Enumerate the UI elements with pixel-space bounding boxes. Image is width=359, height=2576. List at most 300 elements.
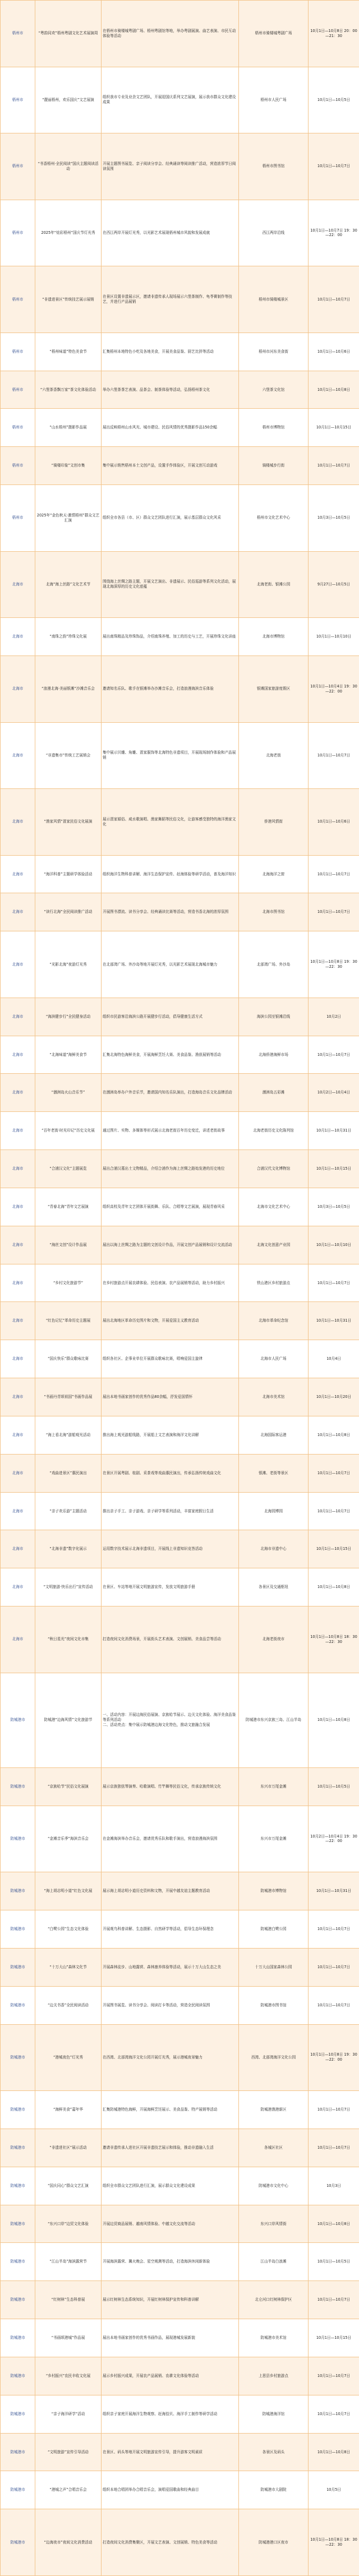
event-time-cell: 10月1日—10月10日 — [309, 1226, 359, 1264]
table-row — [1, 2205, 359, 2243]
event-name-cell: “粤韵同欢”梧州粤剧文化艺术展演周 — [35, 1, 102, 67]
table-row — [1, 1226, 359, 1264]
event-desc-cell: 在西湾、北部湾海洋文化公园开展灯光秀，展示港城夜景魅力 — [102, 2024, 239, 2091]
event-name-cell: “海丝文创”设计作品展 — [35, 1226, 102, 1264]
city-cell: 防城港市 — [1, 2091, 35, 2129]
event-desc-cell: 展示海上胡志明小道历史资料和文物，开展中越友谊主题教育活动 — [102, 1872, 239, 1910]
event-desc-cell: 展出北海地区革命历史图片和文物，开展爱国主义教育活动 — [102, 1302, 239, 1340]
event-place-cell: 骑楼城步行街 — [239, 447, 309, 485]
event-desc-cell: 在北部湾广场、外沙岛等地开展灯光秀，以光影艺术展现北海城市魅力 — [102, 931, 239, 998]
table-row — [1, 722, 359, 789]
event-time-cell: 10月1日—10月8日 — [309, 2433, 359, 2471]
event-place-cell: 防城港市美术馆 — [239, 2319, 309, 2357]
event-name-cell: “光影北海”夜游灯光秀 — [35, 931, 102, 998]
event-desc-cell: 开展图书展览、读书分享会、阅读打卡等活动，营造全民阅读氛围 — [102, 1986, 239, 2024]
table-row — [1, 266, 359, 333]
event-time-cell: 10月1日—10月6日 — [309, 789, 359, 856]
event-time-cell: 10月1日—10月6日 — [309, 333, 359, 371]
city-cell: 北海市 — [1, 1530, 35, 1568]
event-name-cell: “山水梧州”摄影作品展 — [35, 409, 102, 447]
city-cell: 防城港市 — [1, 2129, 35, 2167]
event-name-cell: 2025年“炫彩梧州”国庆节灯光秀 — [35, 200, 102, 266]
city-cell: 北海市 — [1, 1302, 35, 1340]
event-name-cell: “北海味道”海鲜美食节 — [35, 1036, 102, 1074]
event-place-cell: 梧州市骑楼城粤剧广场 — [239, 1, 309, 67]
event-time-cell: 10月1日—10月7日 — [309, 722, 359, 789]
table-row — [1, 2024, 359, 2091]
event-place-cell: 各城区社区 — [239, 2129, 309, 2167]
table-row — [1, 2243, 359, 2281]
city-cell: 防城港市 — [1, 2243, 35, 2281]
event-time-cell: 10月1日—10月8日 — [309, 1568, 359, 1606]
event-desc-cell: 展出合浦汉墓出土文物精品，介绍合浦作为海上丝绸之路始发港的历史地位 — [102, 1150, 239, 1188]
event-time-cell: 10月3日—10月5日 — [309, 1188, 359, 1226]
event-name-cell: “非遗集市”传统工艺展销会 — [35, 722, 102, 789]
table-row — [1, 333, 359, 371]
city-cell: 北海市 — [1, 618, 35, 656]
event-desc-cell: 组织海洋生物科普讲解、海洋生态保护宣传、赶海体验等研学活动，普及海洋知识 — [102, 855, 239, 893]
event-time-cell: 10月1日—10月7日 — [309, 1910, 359, 1949]
event-place-cell: 北海市美术馆 — [239, 1378, 309, 1416]
city-cell: 北海市 — [1, 789, 35, 856]
city-cell: 北海市 — [1, 722, 35, 789]
event-name-cell: “合浦汉文化”主题展览 — [35, 1150, 102, 1188]
table-row — [1, 1986, 359, 2024]
table-row — [1, 2129, 359, 2167]
city-cell: 北海市 — [1, 1264, 35, 1302]
event-time-cell: 10月1日—10月7日 — [309, 855, 359, 893]
city-cell: 防城港市 — [1, 2357, 35, 2395]
event-name-cell: “乡村文化旅游节” — [35, 1264, 102, 1302]
event-place-cell: 海滨公园至银滩沿线 — [239, 998, 309, 1036]
event-desc-cell: 展出反映梧州山水风光、城市建设、民俗风情的优秀摄影作品150余幅 — [102, 409, 239, 447]
event-time-cell: 10月1日—10月7日 — [309, 1454, 359, 1492]
event-time-cell: 10月1日—10月7日 — [309, 1492, 359, 1530]
event-name-cell: “书香梧州·全民阅读”国庆主题阅读活动 — [35, 133, 102, 200]
event-desc-cell: 开展森林徒步、山地露营、森林康养体验等活动，展示十万大山生态之美 — [102, 1948, 239, 1986]
event-time-cell: 10月1日—10月31日 — [309, 1872, 359, 1910]
city-cell: 防城港市 — [1, 2167, 35, 2205]
city-cell: 北海市 — [1, 1606, 35, 1673]
event-place-cell: 东兴口岸风情街 — [239, 2205, 309, 2243]
table-row — [1, 409, 359, 447]
event-name-cell: “六堡茶香飘万家”茶文化体验活动 — [35, 371, 102, 409]
event-place-cell: 十万大山国家森林公园 — [239, 1948, 309, 1986]
event-time-cell: 10月1日—10月15日 — [309, 1150, 359, 1188]
event-name-cell: “非遗进景区”传统技艺展示展销 — [35, 266, 102, 333]
table-row — [1, 2357, 359, 2395]
event-place-cell: 梧州市博物馆 — [239, 409, 309, 447]
event-time-cell: 10月1日—10月7日 19：30—22：00 — [309, 200, 359, 266]
event-place-cell: 北部湾广场、外沙岛 — [239, 931, 309, 998]
event-name-cell: “港城夜色”灯光秀 — [35, 2024, 102, 2091]
event-desc-cell: 汇集防城港特色海鲜，开展海鲜烹饪展示、美食品鉴、特产展销等活动 — [102, 2091, 239, 2129]
table-row — [1, 2167, 359, 2205]
event-time-cell: 10月1日—10月7日 — [309, 1264, 359, 1302]
event-place-cell: 防城港市东兴京族三岛、江山半岛 — [239, 1673, 309, 1767]
table-row — [1, 1302, 359, 1340]
event-time-cell: 10月3日 — [309, 2167, 359, 2205]
table-row — [1, 1264, 359, 1302]
event-name-cell: “海鲜美食”嘉年华 — [35, 2091, 102, 2129]
event-place-cell: 北海市博物馆 — [239, 618, 309, 656]
event-desc-cell: 打造夜间文化消费场景，开展街头艺术表演、文创展销、美食品尝等活动 — [102, 1606, 239, 1673]
event-desc-cell: 展示红树林生态系统知识，开展红树林保护宣传和科普讲解 — [102, 2281, 239, 2319]
event-name-cell: “国庆快乐”群众歌咏比赛 — [35, 1340, 102, 1378]
event-place-cell: 合浦汉代文化博物馆 — [239, 1150, 309, 1188]
event-name-cell: 2025年“金色秋天·激情梧州”群众文艺汇演 — [35, 485, 102, 552]
table-row — [1, 1872, 359, 1910]
event-place-cell: 涠洲岛五彩滩 — [239, 1074, 309, 1112]
event-place-cell: 侨港风情街 — [239, 789, 309, 856]
city-cell: 梧州市 — [1, 409, 35, 447]
event-name-cell: “文明旅游”宣传引导活动 — [35, 2433, 102, 2471]
event-desc-cell: 展出本地书画家创作的优秀作品80余幅，抒发爱国情怀 — [102, 1378, 239, 1416]
table-row — [1, 2319, 359, 2357]
event-name-cell: “江山半岛”海滨露营节 — [35, 2243, 102, 2281]
event-desc-cell: 展示疍家婚俗、咸水歌演唱、渔家舞蹈等民俗文化，让游客感受独特的海洋渔家文化 — [102, 789, 239, 856]
table-row — [1, 855, 359, 893]
event-desc-cell: 组织全市群众文艺团队进行汇演，展示群众文化建设成果 — [102, 2167, 239, 2205]
event-name-cell: “边关书香”全民阅读活动 — [35, 1986, 102, 2024]
event-desc-cell: 运用数字技术展示北海非遗项目，开展线上非遗知识竞答活动 — [102, 1530, 239, 1568]
event-desc-cell: 在乡村旅游点开展农耕体验、民俗表演、农产品展销等活动，助力乡村振兴 — [102, 1264, 239, 1302]
event-desc-cell: 开展边贸商品展销、越南风情体验、中越文化交流等活动 — [102, 2205, 239, 2243]
table-row — [1, 1568, 359, 1606]
event-time-cell: 10月1日—10月7日 — [309, 2281, 359, 2319]
event-name-cell: “金滩音乐季”海滨音乐会 — [35, 1806, 102, 1872]
event-time-cell: 10月2日—10月4日 19：30—22：00 — [309, 1806, 359, 1872]
event-time-cell: 10月1日—10月7日 — [309, 2395, 359, 2433]
city-cell: 防城港市 — [1, 2471, 35, 2509]
event-desc-cell: 组织亲子家庭开展海洋生物观察、赶海拾贝、海洋手工制作等研学活动 — [102, 2395, 239, 2433]
city-cell: 梧州市 — [1, 447, 35, 485]
table-row — [1, 618, 359, 656]
event-time-cell: 10月1日—10月8日 — [309, 2205, 359, 2243]
event-time-cell: 10月1日—10月10日 — [309, 618, 359, 656]
event-name-cell: “书画丹青颂祖国”书画作品展 — [35, 1378, 102, 1416]
event-desc-cell: 在金滩海滨举办音乐会，邀请优秀乐队和歌手演出，营造浪漫海滨氛围 — [102, 1806, 239, 1872]
city-cell: 梧州市 — [1, 200, 35, 266]
event-name-cell: “港城之声”合唱音乐会 — [35, 2471, 102, 2509]
city-cell: 防城港市 — [1, 1673, 35, 1767]
event-place-cell: 西江两岸沿线 — [239, 200, 309, 266]
event-place-cell: 防城港市大剧院 — [239, 2471, 309, 2509]
event-desc-cell: 围绕海上丝绸之路主题，开展文艺演出、非遗展示、民俗巡游等系列文化活动，展现北海深厚的历史文化底蕴 — [102, 551, 239, 618]
event-time-cell: 10月1日—10月4日 19：30—22：00 — [309, 655, 359, 722]
event-place-cell: 铁山港区乡村旅游点 — [239, 1264, 309, 1302]
event-name-cell: “北海非遗”数字化展示 — [35, 1530, 102, 1568]
event-place-cell: 防城港港口区夜市 — [239, 2509, 309, 2576]
event-name-cell: “浪漫北海·美丽银滩”沙滩音乐会 — [35, 655, 102, 722]
event-name-cell: “国庆同心”群众文艺汇演 — [35, 2167, 102, 2205]
event-desc-cell: 在景区、车站等地开展文明旅游宣传，发放文明旅游手册 — [102, 1568, 239, 1606]
event-desc-cell: 组织本地合唱团举办合唱音乐会，演唱爱国歌曲和经典曲目 — [102, 2471, 239, 2509]
event-name-cell: “读行北海”全民阅读推广活动 — [35, 893, 102, 931]
event-place-cell: 西湾、北部湾海洋文化公园 — [239, 2024, 309, 2091]
event-place-cell: 梧州市骑楼城景区 — [239, 266, 309, 333]
table-row — [1, 1767, 359, 1806]
city-cell: 北海市 — [1, 855, 35, 893]
event-place-cell: 银滩国家旅游度假区 — [239, 655, 309, 722]
event-place-cell: 防城港海洋馆 — [239, 2395, 309, 2433]
event-place-cell: 北海市人民广场 — [239, 1340, 309, 1378]
table-row — [1, 1074, 359, 1112]
event-desc-cell: 在景区设置非遗展示区，邀请非遗传承人现场展示六堡茶制作、龟苓膏制作等技艺，并进行产品展销 — [102, 266, 239, 333]
table-row — [1, 1492, 359, 1530]
event-place-cell: 东兴市万尾金滩 — [239, 1806, 309, 1872]
event-place-cell: 防城港市图书馆 — [239, 1986, 309, 2024]
event-name-cell: “京族哈节”民俗文化展演 — [35, 1767, 102, 1806]
city-cell: 北海市 — [1, 1188, 35, 1226]
city-cell: 防城港市 — [1, 1872, 35, 1910]
event-desc-cell: 推出海上观光游船线路，开展船上文艺表演和海洋文化讲解 — [102, 1416, 239, 1454]
city-cell: 北海市 — [1, 1112, 35, 1150]
event-place-cell: 北海老街、银滩公园 — [239, 551, 309, 618]
event-desc-cell: 在西江两岸开展灯光秀，以光影艺术展现梧州城市风貌和发展成就 — [102, 200, 239, 266]
event-time-cell: 10月1日—10月8日 20：00—21：30 — [309, 1, 359, 67]
event-name-cell: “南珠之韵”珍珠文化展 — [35, 618, 102, 656]
event-time-cell: 10月1日—10月7日 — [309, 447, 359, 485]
event-desc-cell: 邀请知名乐队、歌手在银滩举办沙滩音乐会，打造浪漫海滨音乐体验 — [102, 655, 239, 722]
event-name-cell: “亲子欢乐游”主题活动 — [35, 1492, 102, 1530]
event-desc-cell: 集中展示销售梧州本土文创产品，设置手作体验区，开展文创互动游戏 — [102, 447, 239, 485]
table-row — [1, 1910, 359, 1949]
city-cell: 防城港市 — [1, 2024, 35, 2091]
event-desc-cell: 推出亲子手工、亲子游戏、亲子研学等系列活动，丰富家庭假日生活 — [102, 1492, 239, 1530]
event-place-cell: 北海市图书馆 — [239, 893, 309, 931]
table-row — [1, 1606, 359, 1673]
event-place-cell: 梧州市文化艺术中心 — [239, 485, 309, 552]
event-time-cell: 10月1日—10月31日 — [309, 1112, 359, 1150]
event-place-cell: 东兴市万尾金滩 — [239, 1767, 309, 1806]
table-row — [1, 485, 359, 552]
event-place-cell: 银滩、老街等景区 — [239, 1454, 309, 1492]
city-cell: 北海市 — [1, 1378, 35, 1416]
event-desc-cell: 举办六堡茶茶艺表演、品茶会、制茶体验等活动，弘扬梧州茶文化 — [102, 371, 239, 409]
event-name-cell: “百年老街·时光印记”历史文化展 — [35, 1112, 102, 1150]
event-time-cell: 10月1日—10月5日 — [309, 1767, 359, 1806]
event-desc-cell: 展示京族独弦琴演奏、哈歌演唱、竹竿舞等民俗文化，传承京族传统文化 — [102, 1767, 239, 1806]
event-name-cell: “边海夜市”夜间文化消费活动 — [35, 2509, 102, 2576]
event-time-cell: 10月1日—10月15日 — [309, 2319, 359, 2357]
event-time-cell: 10月3日—10月5日 — [309, 485, 359, 552]
event-name-cell: “文明旅游·快乐出行”宣传活动 — [35, 1568, 102, 1606]
event-desc-cell: 组织高校及青年文艺团体开展街舞、乐队、合唱等文艺展演，展现青春风采 — [102, 1188, 239, 1226]
event-name-cell: “涠洲岛火山音乐节” — [35, 1074, 102, 1112]
city-cell: 北海市 — [1, 998, 35, 1036]
event-desc-cell: 汇集梧州本地特色小吃及各地美食，开展美食品鉴、厨艺比拼等活动 — [102, 333, 239, 371]
event-name-cell: “海上胡志明小道”红色文化展 — [35, 1872, 102, 1910]
table-row — [1, 1188, 359, 1226]
event-desc-cell: 一、活动内容：开展边海民俗展演、京族哈节展示、边关文化体验、海洋美食品鉴等系列活动 二、活动亮点：集中展示防城港边海文化特色，推动文旅融合发展 — [102, 1673, 239, 1767]
table-row — [1, 447, 359, 485]
event-place-cell: 梧州市图书馆 — [239, 133, 309, 200]
event-time-cell: 10月1日—10月7日 — [309, 1036, 359, 1074]
event-place-cell: 各景区及交通枢纽 — [239, 1568, 309, 1606]
city-cell: 北海市 — [1, 893, 35, 931]
event-place-cell: 梧州市人民广场 — [239, 67, 309, 133]
event-name-cell: “红色记忆”革命历史主题展 — [35, 1302, 102, 1340]
event-place-cell: 北海老街 — [239, 722, 309, 789]
event-name-cell: “乡村振兴”农民丰收文化展 — [35, 2357, 102, 2395]
event-time-cell: 10月1日—10月8日 18：30—22：30 — [309, 1606, 359, 1673]
event-time-cell: 10月1日—10月7日 — [309, 133, 359, 200]
event-time-cell: 10月1日—10月7日 — [309, 2091, 359, 2129]
event-time-cell: 10月1日—10月7日 — [309, 2357, 359, 2395]
event-place-cell: 防城港市博物馆 — [239, 1872, 309, 1910]
event-name-cell: “戏曲进景区”惠民演出 — [35, 1454, 102, 1492]
city-cell: 梧州市 — [1, 485, 35, 552]
event-place-cell: 北海文化创意产业园 — [239, 1226, 309, 1264]
event-name-cell: “东兴口岸”边贸文化体验 — [35, 2205, 102, 2243]
city-cell: 北海市 — [1, 931, 35, 998]
event-desc-cell: 展出以海上丝绸之路为主题的文创设计作品，开展文创产品展销和设计交流活动 — [102, 1226, 239, 1264]
table-row — [1, 1948, 359, 1986]
city-cell: 北海市 — [1, 1340, 35, 1378]
city-cell: 北海市 — [1, 1568, 35, 1606]
event-name-cell: “梧州味道”特色美食节 — [35, 333, 102, 371]
table-row — [1, 1112, 359, 1150]
event-place-cell: 北海老街夜市 — [239, 1606, 309, 1673]
table-row — [1, 2509, 359, 2576]
event-time-cell: 10月5日 — [309, 2471, 359, 2509]
event-time-cell: 10月2日 — [309, 998, 359, 1036]
table-row — [1, 1150, 359, 1188]
event-place-cell: 北海老街历史文化陈列馆 — [239, 1112, 309, 1150]
event-place-cell: 北仑河口红树林保护区 — [239, 2281, 309, 2319]
event-name-cell: 北海“海上丝路”文化艺术节 — [35, 551, 102, 618]
table-row — [1, 2281, 359, 2319]
event-time-cell: 10月1日—10月8日 18：30—22：30 — [309, 2509, 359, 2576]
event-time-cell: 10月1日—10月8日 19：30—22：30 — [309, 931, 359, 998]
city-cell: 防城港市 — [1, 1910, 35, 1949]
city-cell: 梧州市 — [1, 1, 35, 67]
city-cell: 防城港市 — [1, 2319, 35, 2357]
event-desc-cell: 邀请非遗传承人进社区开展非遗技艺展示和体验，推动非遗融入生活 — [102, 2129, 239, 2167]
table-row — [1, 200, 359, 266]
event-name-cell: “亲子海洋研学”活动 — [35, 2395, 102, 2433]
event-place-cell: 北海侨港海鲜市场 — [239, 1036, 309, 1074]
event-name-cell: “红树林”生态科普展 — [35, 2281, 102, 2319]
event-name-cell: 防城港“边海风情”文化旅游节 — [35, 1673, 102, 1767]
table-row — [1, 67, 359, 133]
event-place-cell: 防城港白鹭公园 — [239, 1910, 309, 1949]
event-place-cell: 梧州市河东美食街 — [239, 333, 309, 371]
event-time-cell: 10月1日—10月7日 — [309, 893, 359, 931]
event-desc-cell: 组织我市专业及业余文艺团队，开展迎国庆系列文艺展演，展示我市群众文化建设成果 — [102, 67, 239, 133]
event-desc-cell: 组织市民游客沿海滨公路开展健步行活动，倡导健康生活方式 — [102, 998, 239, 1036]
event-desc-cell: 打造夜间文化消费集聚区，开展文艺表演、文创展销、特色美食等活动 — [102, 2509, 239, 2576]
event-time-cell: 10月1日—10月5日 — [309, 67, 359, 133]
event-desc-cell: 展示乡村振兴成果，开展农产品展销、农耕文化体验等活动 — [102, 2357, 239, 2395]
event-name-cell: “非遗进社区”展示活动 — [35, 2129, 102, 2167]
event-time-cell: 10月1日—10月8日 — [309, 1416, 359, 1454]
event-name-cell: “海洋科普”主题研学体验活动 — [35, 855, 102, 893]
event-time-cell: 10月1日—10月15日 — [309, 409, 359, 447]
city-cell: 防城港市 — [1, 1986, 35, 2024]
table-row — [1, 1454, 359, 1492]
event-desc-cell: 开展主题图书展览、亲子阅读分享会、经典诵读等阅读推广活动，营造浓厚节日阅读氛围 — [102, 133, 239, 200]
event-place-cell: 防城港渔港新区 — [239, 2091, 309, 2129]
event-time-cell: 10月1日—10月5日 — [309, 2243, 359, 2281]
table-row — [1, 1340, 359, 1378]
event-desc-cell: 开展图书漂流、读书分享会、经典诵读比赛等活动，营造书香北海的浓厚氛围 — [102, 893, 239, 931]
table-row — [1, 1, 359, 67]
event-place-cell: 江山半岛白浪滩 — [239, 2243, 309, 2281]
table-row — [1, 789, 359, 856]
table-row — [1, 2471, 359, 2509]
event-desc-cell: 在景区、码头等地开展文明旅游宣传引导，提升游客文明素质 — [102, 2433, 239, 2471]
event-place-cell: 防城港市文化中心 — [239, 2167, 309, 2205]
city-cell: 梧州市 — [1, 133, 35, 200]
event-time-cell: 10月1日—10月7日 — [309, 266, 359, 333]
event-place-cell: 各景区及码头 — [239, 2433, 309, 2471]
event-place-cell: 北海市非遗中心 — [239, 1530, 309, 1568]
city-cell: 北海市 — [1, 655, 35, 722]
event-desc-cell: 组织全市各县（市、区）群众文艺团队进行汇演，展示基层群众文化风采 — [102, 485, 239, 552]
table-row — [1, 133, 359, 200]
event-place-cell: 上思县乡村旅游点 — [239, 2357, 309, 2395]
event-desc-cell: 通过图片、实物、多媒体等形式展示北海老街百年历史变迁，讲述老街故事 — [102, 1112, 239, 1150]
city-cell: 北海市 — [1, 1492, 35, 1530]
event-time-cell: 10月1日—10月15日 — [309, 1530, 359, 1568]
table-row — [1, 551, 359, 618]
event-time-cell: 10月1日—10月7日 — [309, 2129, 359, 2167]
city-cell: 北海市 — [1, 1074, 35, 1112]
table-row — [1, 1806, 359, 1872]
event-time-cell: 10月1日—10月7日 — [309, 1948, 359, 1986]
event-place-cell: 北海市文化艺术中心 — [239, 1188, 309, 1226]
table-row — [1, 931, 359, 998]
table-row — [1, 2091, 359, 2129]
table-row — [1, 655, 359, 722]
event-name-cell: “海上看北海”游船观光活动 — [35, 1416, 102, 1454]
event-desc-cell: 集中展示贝雕、角雕、疍家服饰等北海特色非遗项目，开展现场制作体验和产品展销 — [102, 722, 239, 789]
city-cell: 梧州市 — [1, 371, 35, 409]
city-cell: 梧州市 — [1, 333, 35, 371]
event-place-cell: 北海国际客运港 — [239, 1416, 309, 1454]
city-cell: 防城港市 — [1, 1767, 35, 1806]
table-row — [1, 893, 359, 931]
event-time-cell: 10月2日—10月4日 — [309, 1074, 359, 1112]
event-name-cell: “海滨健步行”全民健身活动 — [35, 998, 102, 1036]
table-row — [1, 998, 359, 1036]
city-cell: 防城港市 — [1, 2395, 35, 2433]
event-name-cell: “书画颂港城”作品展 — [35, 2319, 102, 2357]
event-time-cell: 10月1日—10月7日 — [309, 1986, 359, 2024]
event-time-cell: 10月1日—10月20日 — [309, 1378, 359, 1416]
city-cell: 北海市 — [1, 551, 35, 618]
table-row — [1, 2433, 359, 2471]
table-row — [1, 1036, 359, 1074]
city-cell: 防城港市 — [1, 1806, 35, 1872]
event-name-cell: “渔家风情”疍家民俗文化展演 — [35, 789, 102, 856]
city-cell: 梧州市 — [1, 266, 35, 333]
event-desc-cell: 在涠洲岛举办户外音乐节，邀请国内知名乐队演出，打造海岛音乐文化品牌活动 — [102, 1074, 239, 1112]
city-cell: 防城港市 — [1, 2205, 35, 2243]
city-cell: 北海市 — [1, 1226, 35, 1264]
table-row — [1, 2395, 359, 2433]
city-cell: 梧州市 — [1, 67, 35, 133]
event-place-cell: 北海园博园 — [239, 1492, 309, 1530]
event-desc-cell: 组织各社区、企事业单位开展群众歌咏比赛，唱响爱国主旋律 — [102, 1340, 239, 1378]
event-desc-cell: 在梧州市骑楼城粤剧广场、梧州粤剧馆等地，举办粤剧展演、曲艺表演、市民互动体验等活动 — [102, 1, 239, 67]
city-cell: 防城港市 — [1, 2509, 35, 2576]
city-cell: 北海市 — [1, 1150, 35, 1188]
event-desc-cell: 展出南珠精品及珍珠饰品，介绍南珠养殖、加工的历史与工艺，开展珍珠文化讲座 — [102, 618, 239, 656]
city-cell: 防城港市 — [1, 1948, 35, 1986]
